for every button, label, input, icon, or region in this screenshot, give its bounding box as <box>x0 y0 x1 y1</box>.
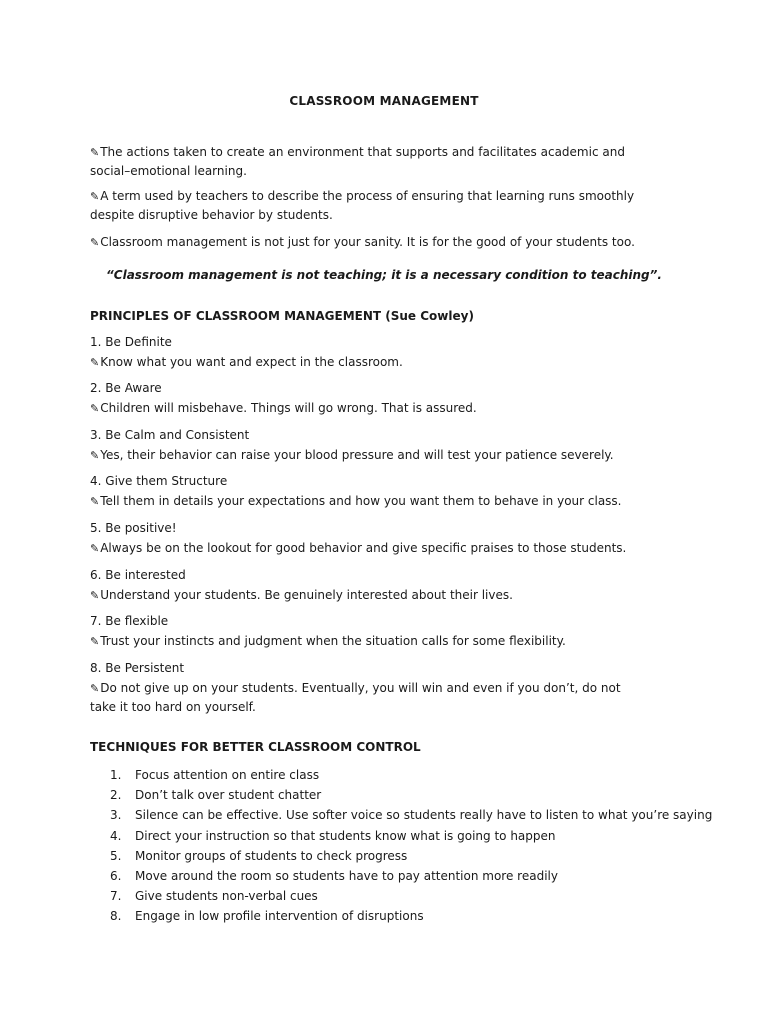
list-text: Silence can be effective. Use softer voice so students really have to listen to what you’re saying <box>135 808 713 823</box>
list-text: Focus attention on entire class <box>135 768 320 782</box>
principle-item <box>90 379 650 418</box>
principle-title: 3. Be Calm and Consistent <box>90 428 250 442</box>
list-text: Don’t talk over student chatter <box>135 788 322 803</box>
pencil-bullet-icon: ✎ <box>90 634 100 648</box>
list-item <box>110 805 713 825</box>
list-number: 3. <box>110 808 122 823</box>
principle-item <box>90 659 650 718</box>
list-text: Move around the room so students have to pay attention more readily <box>135 868 558 883</box>
principle-text: Know what you want and expect in the classroom. <box>100 354 403 369</box>
pencil-bullet-icon: ✎ <box>90 236 100 249</box>
intro-paragraph-1 <box>90 143 650 181</box>
principles-heading: PRINCIPLES OF CLASSROOM MANAGEMENT (Sue Cowley) <box>90 309 474 323</box>
intro-paragraph-2 <box>90 187 650 225</box>
principle-item <box>90 333 650 372</box>
list-text: Monitor groups of students to check progress <box>135 848 408 863</box>
principle-text: Do not give up on your students. Eventually, you will win and even if you don’t, do not take it too hard on yourself. <box>90 680 621 714</box>
list-item <box>110 785 710 805</box>
principle-item <box>90 519 650 558</box>
pencil-bullet-icon: ✎ <box>90 190 100 203</box>
pencil-bullet-icon: ✎ <box>90 588 100 602</box>
list-item <box>110 826 710 846</box>
list-number: 1. <box>110 768 122 782</box>
list-item <box>110 906 710 926</box>
page-title: CLASSROOM MANAGEMENT <box>289 94 479 108</box>
pencil-bullet-icon: ✎ <box>90 355 100 369</box>
list-number: 6. <box>110 868 122 883</box>
pencil-bullet-icon: ✎ <box>90 541 100 555</box>
quote-text: “Classroom management is not teaching; it is a necessary condition to teaching”. <box>106 268 662 282</box>
principle-title: 6. Be interested <box>90 568 186 582</box>
list-text: Engage in low profile intervention of disruptions <box>135 909 424 924</box>
list-item <box>110 886 710 906</box>
principle-title: 4. Give them Structure <box>90 474 228 488</box>
list-number: 2. <box>110 788 122 803</box>
techniques-heading: TECHNIQUES FOR BETTER CLASSROOM CONTROL <box>90 740 421 754</box>
intro-text-1: The actions taken to create an environment that supports and facilitates academic and social–emotional learning. <box>90 145 625 178</box>
list-item <box>110 866 710 886</box>
list-text: Give students non-verbal cues <box>135 889 318 904</box>
list-text: Direct your instruction so that students know what is going to happen <box>135 828 556 843</box>
principle-text: Always be on the lookout for good behavior and give specific praises to those students. <box>100 540 627 555</box>
techniques-list <box>110 765 713 927</box>
principle-text: Yes, their behavior can raise your blood pressure and will test your patience severely. <box>100 447 614 462</box>
principle-title: 8. Be Persistent <box>90 661 185 675</box>
principle-item <box>90 472 650 511</box>
principle-text: Understand your students. Be genuinely interested about their lives. <box>100 587 513 602</box>
principle-title: 7. Be flexible <box>90 614 169 628</box>
principle-item <box>90 566 650 605</box>
principle-title: 2. Be Aware <box>90 381 162 395</box>
list-number: 7. <box>110 889 122 904</box>
principle-text: Trust your instincts and judgment when the situation calls for some flexibility. <box>100 633 566 648</box>
list-item <box>110 765 710 785</box>
principle-item <box>90 426 650 465</box>
pencil-bullet-icon: ✎ <box>90 401 100 415</box>
principle-text: Children will misbehave. Things will go wrong. That is assured. <box>100 400 477 415</box>
intro-text-2: A term used by teachers to describe the process of ensuring that learning runs smoothly despite disruptive behavior by students. <box>90 189 635 222</box>
list-number: 5. <box>110 848 122 863</box>
pencil-bullet-icon: ✎ <box>90 448 100 462</box>
pencil-bullet-icon: ✎ <box>90 146 100 159</box>
principle-title: 5. Be positive! <box>90 521 177 535</box>
intro-paragraph-3 <box>90 233 650 252</box>
list-item <box>110 846 710 866</box>
pencil-bullet-icon: ✎ <box>90 494 100 508</box>
pencil-bullet-icon: ✎ <box>90 681 100 695</box>
intro-text-3: Classroom management is not just for your sanity. It is for the good of your students too. <box>100 235 635 249</box>
list-number: 4. <box>110 828 122 843</box>
list-number: 8. <box>110 909 122 924</box>
principle-title: 1. Be Definite <box>90 335 172 349</box>
principle-item <box>90 612 650 651</box>
principle-text: Tell them in details your expectations and how you want them to behave in your class. <box>100 493 622 508</box>
